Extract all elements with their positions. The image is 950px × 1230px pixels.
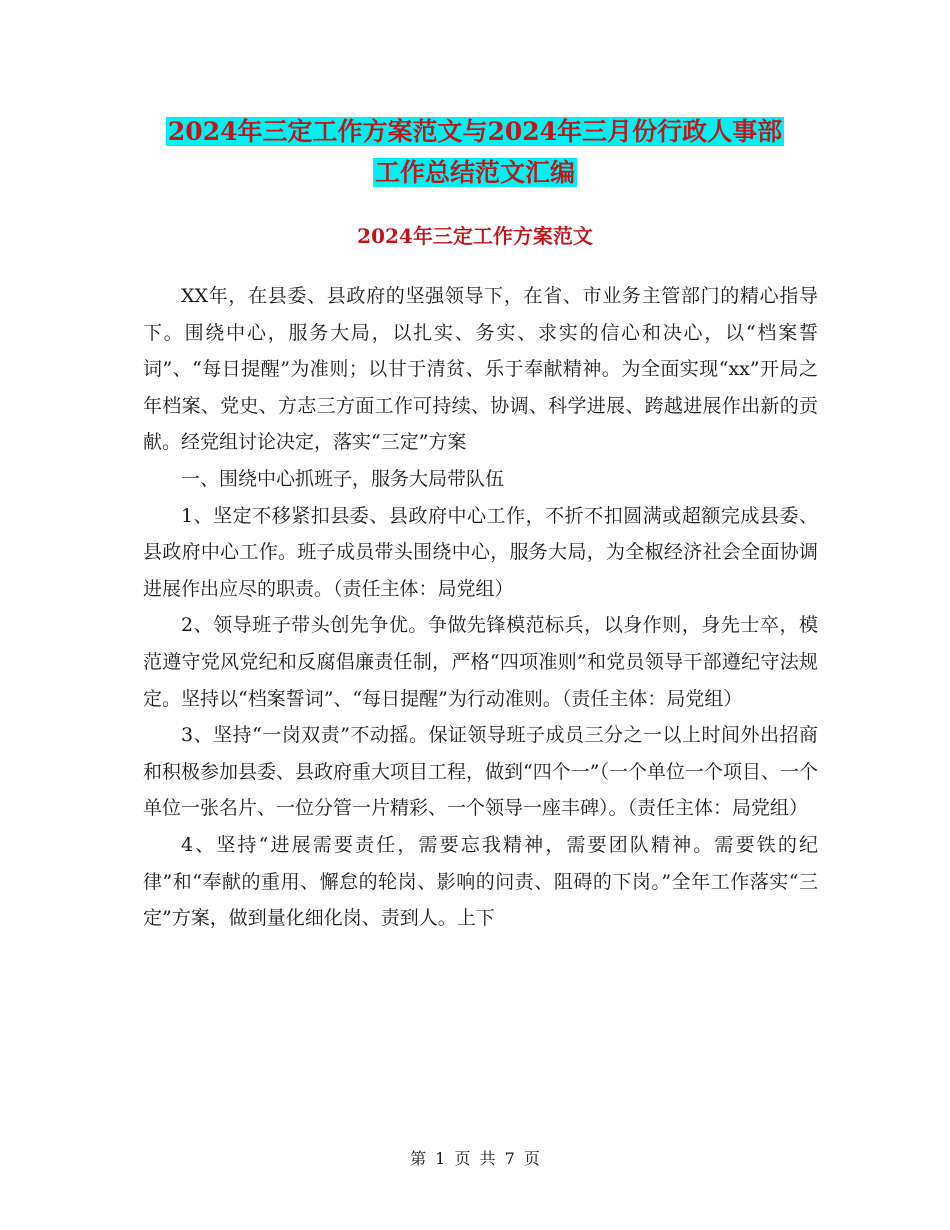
paragraph-item-3: 3、坚持“一岗双责”不动摇。保证领导班子成员三分之一以上时间外出招商和积极参加县委、县政府重大项目工程，做到“四个一”（一个单位一个项目、一个单位一张名片、一位分管一片精彩、一个领导一座丰碑）。（责任主体：局党组） [143, 724, 818, 820]
paragraph-item-4: 4、坚持“进展需要责任，需要忘我精神，需要团队精神。需要铁的纪律”和“奉献的重用、懈怠的轮岗、影响的问责、阻碍的下岗。”全年工作落实“三定”方案，做到量化细化岗、责到人。上下 [143, 833, 818, 930]
title-highlight: 2024年三定工作方案范文与2024年三月份行政人事部 [167, 117, 783, 146]
document-title-line-1 [0, 110, 950, 154]
paragraph-item-1: 1、坚定不移紧扣县委、县政府中心工作，不折不扣圆满或超额完成县委、县政府中心工作。班子成员带头围绕中心，服务大局，为全椒经济社会全面协调进展作出应尽的职责。（责任主体：局党组） [143, 504, 818, 600]
page-footer: 第 1 页 共 7 页 [410, 1149, 540, 1168]
section-heading: 2024年三定工作方案范文 [357, 224, 593, 248]
paragraph-intro: XX年，在县委、县政府的坚强领导下，在省、市业务主管部门的精心指导下。围绕中心，服务大局，以扎实、务实、求实的信心和决心，以“档案誓词”、“每日提醒”为准则；以甘于清贫、乐于奉献精神。为全面实现“xx”开局之年档案、党史、方志三方面工作可持续、协调、科学进展、跨越进展作出新的贡献。经党组讨论决定，落实“三定”方案 [143, 285, 818, 454]
paragraph-item-2: 2、领导班子带头创先争优。争做先锋模范标兵，以身作则，身先士卒，模范遵守党风党纪和反腐倡廉责任制，严格“四项准则”和党员领导干部遵纪守法规定。坚持以“档案誓词”、“每日提醒”为行动准则。（责任主体：局党组） [143, 614, 818, 710]
paragraph-section-1: 一、围绕中心抓班子，服务大局带队伍 [181, 467, 505, 490]
document-title-line-2 [0, 151, 950, 195]
title-highlight: 工作总结范文汇编 [374, 158, 575, 187]
body-text [143, 278, 818, 937]
